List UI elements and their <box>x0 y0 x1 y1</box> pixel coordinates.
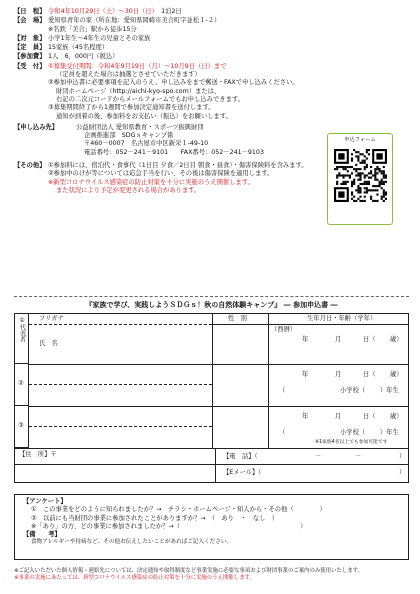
target-label: 【対 象】 <box>14 34 46 42</box>
address-label: 【住 所】〒 <box>19 451 57 458</box>
furigana-label: フリガナ <box>39 315 64 322</box>
survey-section <box>14 494 409 560</box>
representative-side <box>15 314 29 364</box>
qr-code-icon[interactable] <box>334 149 387 202</box>
reception-qr: 右記の二次元コードからメールフォームでもお申し込みできます。 <box>56 95 244 103</box>
reception-notice: ③募集期間終了から1週間で参加決定通知書を送付します。 <box>48 104 215 112</box>
reception-lottery: （定員を超えた場合は抽選とさせていただきます） <box>56 71 201 79</box>
venue-line2: ※名鉄「美合」駅から徒歩15分 <box>48 25 137 33</box>
survey-q2: ② 以前にも当財団の事業に参加されたことがありますか？→ （ あり ・ なし ） <box>31 514 279 522</box>
cut-line <box>14 296 409 297</box>
capacity-label: 【定 員】 <box>14 44 46 52</box>
fee-value: 1人 6，000円（税込） <box>48 53 119 61</box>
info-target <box>14 35 409 43</box>
reception-homepage: 財団ホームページ（http://aichi-kyo-spo.com）または、 <box>56 87 221 95</box>
reception-payment: 通知が到着の後、参加料をお支払い（振込）をお願いします。 <box>56 112 232 120</box>
era-label: （西暦） <box>271 326 297 333</box>
remarks-title: 【備 考】 <box>23 531 61 539</box>
representative-side-label: ①代表者 <box>18 317 26 342</box>
date-label: 【日 程】 <box>14 8 46 15</box>
application-form: ①代表者 フリガナ 氏 名 性 別 生年月日・年齢（学年） （西暦） 年 月 日（ 歳） ② 年 月 日（ 歳） （ 小学校（ ）年生 ③ 年 月 日（ 歳） （ 小学校（ ）年生 ※1家族4名以上でも参加可能です 【住 所】〒 【電 話】（ － － ） 【Eメール】（ ） <box>14 313 409 483</box>
form-title: 『家族で学び、実践しようＳＤＧｓ！秋の自然体験キャンプ』 ― 参加申込書 ― <box>85 301 338 309</box>
apply-address: 〒460－0007 名古屋市中区新栄１-49-10 <box>84 140 209 148</box>
birth-header: 生年月日・年齢（学年） <box>307 315 377 322</box>
footer-notes <box>14 568 409 582</box>
info-capacity <box>14 44 409 52</box>
capacity-value: 15家族（45名程度） <box>48 44 109 52</box>
date-value: 令和4年10月29日（土）～30日（日） <box>48 8 155 15</box>
remarks-text: 食物アレルギーや持病など、その他お伝えしたいことがあればご記入ください。 <box>31 539 233 546</box>
reception-period: ①募集受付期間：令和4年9月19日（月）～10月9日（日）まで <box>48 62 227 70</box>
qr-label: 申込フォーム <box>344 137 376 143</box>
other-change: また状況により予定が変更される場合があります。 <box>56 186 201 194</box>
other-label: 【その他】 <box>14 162 46 170</box>
info-venue <box>14 17 409 34</box>
fee-label: 【参加費】 <box>14 53 46 61</box>
survey-q3: ※「あり」の方、どの事業に参加されましたか？→（ ） <box>31 522 307 530</box>
apply-label: 【申し込み先】 <box>14 123 59 131</box>
row2-number: ② <box>18 380 24 387</box>
covid-note: ※事業の実施にあたっては、新型コロナウイルス感染症の防止対策を十分に実施のうえ開催します。 <box>14 575 255 582</box>
gender-label: 性 別 <box>228 315 247 322</box>
row3-number: ③ <box>18 422 24 429</box>
other-fee-includes: ①参加料には、宿泊代・食事代（1日目 夕食／2日目 朝食・昼食）・傷害保険料を含みます。 <box>48 162 308 170</box>
reception-method: ②参加申込書に必要事項を記入のうえ、申し込みをまで郵送・FAXで申し込みください。 <box>48 79 299 87</box>
family-note: ※1家族4名以上でも参加可能です <box>315 440 388 445</box>
info-date <box>14 8 409 16</box>
date-note: 1泊2日 <box>161 8 182 15</box>
qr-code-box <box>327 133 393 225</box>
reception-label: 【受 付】 <box>14 62 46 70</box>
survey-title: 【アンケート】 <box>23 498 67 505</box>
name-label: 氏 名 <box>39 340 58 347</box>
other-covid: ※新型コロナウイルス感染症の防止対策を十分に実施のうえ開催します。 <box>48 178 254 186</box>
info-reception <box>14 63 409 121</box>
apply-dept: 企画推進部 SDGｓキャンプ係 <box>84 132 174 140</box>
email-label: 【Eメール】（ <box>223 469 262 476</box>
venue-line1: 愛知県青年の家（所在地：愛知県岡崎市美合町字並松１-２） <box>48 17 221 25</box>
info-fee <box>14 53 409 61</box>
apply-contact: 電話番号：052－241－9101 FAX番号：052－241－9103 <box>84 148 264 156</box>
survey-q1: ① この事業をどのように知られましたか？→ チラシ・ホームページ・知人から・その他（ ） <box>31 506 326 514</box>
venue-label: 【会 場】 <box>14 17 46 25</box>
other-insurance: ②参加中のけが等については応急手当を行い、その後は傷害保険を適用します。 <box>48 170 274 178</box>
apply-org: 公益財団法人 愛知県教育・スポーツ振興財団 <box>76 123 204 131</box>
tel-label: 【電 話】（ <box>223 453 258 460</box>
target-value: 小学1年生～4年生の児童とその家族 <box>48 34 151 42</box>
privacy-note: ※ご記入いただいた個人情報・連絡先については、決定通知や取得制度など事業実施に必要な事項および財団事業のご案内のみ使用いたします。 <box>14 568 363 574</box>
